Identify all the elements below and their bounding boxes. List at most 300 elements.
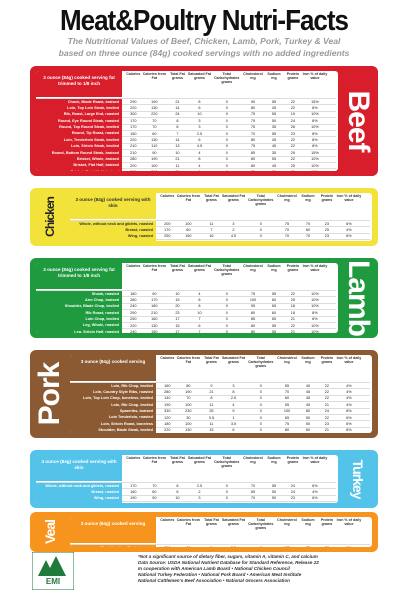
nutrient-value: 65: [271, 317, 277, 322]
column-header: Saturated Fat grams: [187, 264, 211, 273]
cut-name: [70, 240, 156, 241]
nutrient-value: 10%: [311, 291, 319, 296]
nutrient-value: 50: [271, 496, 277, 501]
nutrient-value: 130: [185, 428, 192, 433]
nutrient-value: 0: [225, 483, 228, 488]
nutrient-value: 10%: [311, 112, 319, 117]
column-header: Saturated Fat grams: [187, 456, 211, 465]
table-row: [36, 482, 336, 488]
nutrient-value: 0: [259, 383, 262, 388]
nutrient-value: 80: [250, 106, 256, 111]
nutrient-value: 19: [175, 298, 180, 303]
nutrient-value: 3.5: [230, 422, 237, 427]
cut-name: Round, Top Round Steak, broiled: [36, 124, 122, 130]
nutrient-value: 280: [130, 157, 137, 162]
cut-name: Loin, Country Style Ribs, roasted: [70, 389, 156, 395]
cut-name: Breast, roasted: [70, 227, 156, 233]
nutrient-value: 210: [130, 144, 137, 149]
nutrient-value: 130: [151, 138, 158, 143]
nutrient-value: 60: [152, 490, 157, 495]
cut-name: Round, Eye Round Steak, roasted: [36, 118, 122, 124]
table-row: [70, 382, 370, 388]
nutrient-value: 6: [198, 106, 201, 111]
nutrient-value: 210: [151, 310, 158, 315]
nutrient-value: 170: [130, 483, 137, 488]
nutrient-value: 90: [152, 496, 157, 501]
column-header: Protein grams: [286, 456, 300, 465]
column-header: Calories from Fat: [176, 518, 200, 527]
nutrient-value: 45: [271, 144, 277, 149]
nutrient-value: 60: [186, 228, 191, 233]
nutrient-value: 220: [130, 323, 137, 328]
nutrient-value: 100: [283, 409, 291, 414]
nutrient-value: 8%: [312, 317, 318, 322]
nutrient-value: 190: [185, 390, 192, 395]
beef-section-label: Beef: [342, 90, 375, 152]
nutrient-value: [202, 546, 221, 547]
table-row: [36, 303, 336, 309]
nutrient-value: 160: [151, 317, 158, 322]
nutrient-value: 220: [164, 428, 171, 433]
nutrient-value: 10: [175, 496, 180, 501]
nutrient-value: 14: [175, 106, 180, 111]
nutrient-value: 6%: [346, 415, 352, 420]
pork-section-label: Pork: [33, 362, 66, 426]
nutrient-value: 18: [290, 310, 295, 315]
nutrient-value: 220: [130, 138, 137, 143]
nutrient-value: 60: [271, 310, 277, 315]
column-header: Calories: [160, 518, 175, 522]
nutrient-value: 16: [209, 234, 214, 239]
cut-name: Round, Tip Roast, roasted: [36, 130, 122, 136]
table-row: [36, 501, 336, 503]
nutrient-value: [317, 546, 336, 547]
lamb-table: [36, 263, 338, 333]
nutrient-value: 45: [305, 402, 311, 407]
nutrient-value: 21: [290, 330, 295, 333]
nutrient-value: [187, 170, 212, 171]
nutrient-value: 0: [225, 157, 228, 162]
nutrient-value: 17: [175, 330, 180, 333]
nutrient-value: 22: [290, 138, 295, 143]
nutrient-value: 230: [185, 409, 192, 414]
footer-coop-3: National Cattlemen's Beef Association • National Grocers Association: [138, 578, 290, 583]
footer-note: *Not a significant source of dietary fiber, sugars, vitamin A, vitamin C, and calcium: [138, 554, 318, 559]
nutrient-value: 0: [259, 402, 262, 407]
nutrient-value: 9: [210, 383, 213, 388]
column-header: Protein grams: [320, 194, 334, 203]
nutrient-value: [241, 170, 264, 171]
cut-name: Loin Chop, broiled: [36, 316, 122, 322]
column-header: Iron % of daily value: [336, 194, 362, 203]
nutrient-value: 8%: [312, 310, 318, 315]
nutrient-value: 100: [151, 163, 158, 168]
nutrient-value: 75: [284, 422, 290, 427]
cut-name: Loin, Rib Chop, broiled: [70, 402, 156, 408]
cut-name: Loin, Rib Chop, broiled: [70, 383, 156, 389]
nutrient-value: 300: [130, 112, 137, 117]
nutrient-value: 45: [271, 106, 277, 111]
nutrient-value: 11: [175, 163, 180, 168]
nutrient-value: [175, 546, 202, 547]
column-header: Sodium mg: [301, 518, 315, 527]
nutrient-value: 8: [198, 298, 201, 303]
cut-name: [70, 545, 156, 548]
nutrient-value: 4: [198, 291, 201, 296]
cut-name: Loin, Sirloin Steak, broiled: [36, 143, 122, 149]
nutrient-value: 3: [198, 496, 201, 501]
pork-column-headers: [160, 356, 370, 369]
nutrient-value: 170: [151, 298, 158, 303]
poster-subtitle-line-1: The Nutritional Values of Beef, Chicken, Lamb, Pork, Turkey & Veal: [67, 36, 341, 46]
beef-serving-heading: 3 ounce (84g) cooked serving fat trimmed to 1/8 inch: [36, 71, 122, 97]
nutrient-value: 80: [284, 428, 290, 433]
nutrient-value: 0: [225, 490, 228, 495]
nutrient-value: 24: [290, 490, 295, 495]
nutrient-value: 190: [151, 99, 158, 104]
nutrient-value: 0: [259, 396, 262, 401]
table-row: [70, 544, 370, 547]
nutrient-value: 200: [164, 221, 171, 226]
nutrient-value: 0: [225, 112, 228, 117]
nutrient-value: 9: [232, 409, 235, 414]
nutrient-value: 4: [198, 150, 201, 155]
nutrient-value: 7: [176, 131, 179, 136]
table-row: [70, 427, 370, 433]
column-header: Saturated Fat grams: [221, 518, 245, 527]
nutrient-value: 4: [198, 163, 201, 168]
nutrient-value: 250: [130, 317, 137, 322]
nutrient-value: 6%: [312, 496, 318, 501]
cut-name: Loin, Sirloin Roast, boneless: [70, 421, 156, 427]
column-header: Calories: [160, 194, 175, 198]
nutrient-value: 21: [324, 402, 329, 407]
nutrient-value: 6: [176, 490, 179, 495]
nutrient-value: 55: [284, 383, 290, 388]
nutrient-value: 60: [305, 228, 311, 233]
table-row: [70, 233, 370, 239]
pork-rows: [70, 382, 370, 433]
nutrient-value: 150: [185, 234, 192, 239]
nutrient-value: 0: [225, 106, 228, 111]
nutrient-value: 8%: [312, 138, 318, 143]
lamb-serving-heading: 3 ounce (84g) cooked serving fat trimmed to 1/8 inch: [36, 263, 122, 289]
nutrient-value: 0: [259, 415, 262, 420]
nutrient-value: 10%: [311, 323, 319, 328]
nutrient-value: 85: [250, 317, 256, 322]
nutrient-value: 0: [225, 323, 228, 328]
nutrient-value: 140: [164, 396, 171, 401]
nutrient-value: 4.5: [230, 234, 237, 239]
nutrient-value: 50: [271, 118, 277, 123]
nutrient-value: 21: [175, 157, 180, 162]
nutrient-value: 21: [290, 317, 295, 322]
beef-table: [36, 71, 338, 171]
section-lamb: [30, 258, 378, 338]
nutrient-value: 0: [225, 304, 228, 309]
nutrient-value: 14: [175, 138, 180, 143]
nutrient-value: 35: [271, 125, 277, 130]
nutrient-value: 45: [271, 163, 277, 168]
nutrient-value: 0: [225, 138, 228, 143]
nutrient-value: 130: [151, 323, 158, 328]
nutrient-value: [141, 170, 168, 171]
veal-column-headers: [160, 518, 370, 531]
cut-name: Loin, Top Loin Steak, broiled: [36, 105, 122, 111]
nutrient-value: 3: [198, 125, 201, 130]
nutrient-value: 15: [209, 428, 214, 433]
cut-name: Shank, roasted: [36, 291, 122, 297]
nutrient-value: [168, 170, 187, 171]
nutrient-value: [246, 546, 275, 547]
nutrient-value: 0: [225, 291, 228, 296]
cut-name: Round, Bottom Round Steak, braised: [36, 150, 122, 156]
lamb-rows: [36, 290, 336, 333]
nutrient-value: 70: [305, 221, 311, 226]
nutrient-value: 55: [271, 99, 277, 104]
nutrient-value: 1: [232, 415, 235, 420]
table-row: [70, 395, 370, 401]
nutrient-value: 30: [186, 415, 191, 420]
nutrient-value: 10: [197, 112, 202, 117]
turkey-rows: [36, 482, 336, 503]
nutrient-value: 4%: [346, 402, 352, 407]
nutrient-value: 21: [175, 99, 180, 104]
nutrient-value: 0: [259, 428, 262, 433]
nutrient-value: 22: [290, 144, 295, 149]
nutrient-value: 3: [198, 118, 201, 123]
nutrient-value: 60: [284, 396, 290, 401]
nutrient-value: 4.5: [196, 144, 203, 149]
nutrient-value: 210: [130, 150, 137, 155]
nutrient-value: 120: [164, 415, 171, 420]
table-row: [36, 322, 336, 328]
nutrient-value: 80: [186, 383, 191, 388]
nutrient-value: 170: [130, 125, 137, 130]
nutrient-value: 8%: [346, 409, 352, 414]
table-row: [36, 117, 336, 123]
column-header: Calories from Fat: [176, 356, 200, 365]
chicken-rows: [70, 220, 370, 241]
column-header: Iron % of daily value: [302, 72, 328, 81]
nutrient-value: 45: [305, 396, 311, 401]
nutrient-value: 70: [186, 396, 191, 401]
nutrient-value: 4%: [346, 390, 352, 395]
column-header: Protein grams: [286, 264, 300, 273]
nutrient-value: 10%: [311, 298, 319, 303]
nutrient-value: 55: [271, 131, 277, 136]
nutrient-value: 330: [164, 409, 171, 414]
nutrient-value: 11: [209, 422, 214, 427]
column-header: Calories: [126, 264, 141, 268]
nutrient-value: 50: [305, 422, 311, 427]
nutrient-value: 55: [271, 483, 277, 488]
turkey-column-headers: [126, 456, 336, 469]
nutrient-value: 18: [290, 304, 295, 309]
nutrient-value: 7: [198, 317, 201, 322]
column-header: Iron % of daily value: [336, 518, 362, 527]
cut-name: Whole, without neck and giblets, roasted: [70, 221, 156, 227]
nutrient-value: [336, 546, 361, 547]
nutrient-value: 11: [209, 221, 214, 226]
nutrient-value: 10%: [311, 304, 319, 309]
column-header: Iron % of daily value: [336, 356, 362, 365]
column-header: Iron % of daily value: [302, 456, 328, 465]
column-header: Cholesterol mg: [277, 356, 297, 365]
nutrient-value: 23: [175, 310, 180, 315]
cut-name: Arm Chop, braised: [36, 297, 122, 303]
nutrient-value: 23: [324, 234, 329, 239]
table-row: [36, 124, 336, 130]
nutrient-value: 160: [130, 490, 137, 495]
nutrient-value: 0: [225, 310, 228, 315]
nutrient-value: 10: [175, 291, 180, 296]
nutrient-value: 8: [176, 118, 179, 123]
nutrient-value: 4%: [346, 228, 352, 233]
nutrient-value: 24: [324, 409, 329, 414]
turkey-table: [36, 455, 338, 503]
table-row: [70, 414, 370, 420]
cut-name: Shoulder, Blade Steak, broiled: [70, 427, 156, 433]
nutrient-value: 0: [259, 409, 262, 414]
nutrient-value: 4%: [346, 396, 352, 401]
nutrient-value: 3: [232, 221, 235, 226]
nutrient-value: 80: [250, 138, 256, 143]
column-header: Cholesterol mg: [243, 72, 263, 81]
nutrient-value: 0: [225, 131, 228, 136]
nutrient-value: 190: [151, 157, 158, 162]
veal-serving-heading: 3 ounce (84g) cooked serving: [70, 517, 156, 543]
cut-name: Leg, Sirloin Half, roasted: [36, 329, 122, 333]
footer-coop-1: In cooperation with American Lamb Board • National Chicken Council: [138, 566, 290, 571]
nutrient-value: 95: [250, 304, 256, 309]
nutrient-value: 55: [271, 330, 277, 333]
nutrient-value: 7: [210, 228, 213, 233]
table-row: [36, 309, 336, 315]
nutrient-value: 70: [152, 125, 157, 130]
table-row: [36, 162, 336, 168]
cut-name: [36, 169, 122, 171]
nutrient-value: 80: [250, 310, 256, 315]
nutrient-value: 8%: [312, 144, 318, 149]
nutrient-value: 60: [305, 428, 311, 433]
nutrient-value: 26: [290, 125, 295, 130]
table-row: [70, 420, 370, 426]
nutrient-value: 65: [284, 415, 290, 420]
nutrient-value: 6%: [346, 221, 352, 226]
nutrient-value: 25: [290, 298, 295, 303]
nutrient-value: 60: [152, 131, 157, 136]
nutrient-value: 7: [198, 330, 201, 333]
cut-name: Shoulder, Blade Chop, broiled: [36, 303, 122, 309]
column-header: Calories from Fat: [176, 194, 200, 203]
nutrient-value: 6: [232, 428, 235, 433]
column-header: Calories: [126, 456, 141, 460]
veal-section-label: Veal: [42, 519, 58, 545]
nutrient-value: 290: [130, 99, 137, 104]
nutrient-value: 90: [250, 99, 256, 104]
nutrient-value: 22: [290, 106, 295, 111]
nutrient-value: 45: [271, 138, 277, 143]
column-header: Total Carbohydrates grams: [214, 264, 240, 277]
column-header: Cholesterol mg: [243, 456, 263, 465]
nutrient-value: 15: [175, 323, 180, 328]
nutrient-value: 8%: [312, 106, 318, 111]
nutrient-value: 70: [284, 228, 290, 233]
veal-rows: [70, 544, 370, 547]
column-header: Saturated Fat grams: [221, 356, 245, 365]
table-row: [70, 226, 370, 232]
nutrient-value: 55: [271, 157, 277, 162]
emi-logo-icon: [32, 552, 74, 590]
nutrient-value: 70: [250, 496, 256, 501]
column-header: Sodium mg: [267, 72, 281, 81]
nutrient-value: 21: [209, 390, 214, 395]
nutrient-value: 280: [164, 390, 171, 395]
nutrient-value: 180: [130, 291, 137, 296]
nutrient-value: 23: [324, 221, 329, 226]
nutrient-value: 100: [185, 221, 192, 226]
column-header: Calories from Fat: [142, 456, 166, 465]
nutrient-value: 180: [164, 422, 171, 427]
chicken-section-label: Chicken: [43, 197, 57, 237]
nutrient-value: 10%: [311, 157, 319, 162]
table-row: [36, 290, 336, 296]
nutrient-value: 40: [305, 383, 311, 388]
nutrient-value: 10%: [311, 125, 319, 130]
nutrient-value: 150: [151, 330, 158, 333]
nutrient-value: 2.5: [196, 483, 203, 488]
nutrient-value: 8%: [346, 428, 352, 433]
nutrient-value: [212, 170, 241, 171]
nutrient-value: 50: [305, 415, 311, 420]
table-row: [36, 130, 336, 136]
nutrient-value: 24: [290, 118, 295, 123]
section-beef: [30, 66, 378, 176]
nutrient-value: 70: [250, 483, 256, 488]
column-header: Protein grams: [320, 356, 334, 365]
cut-name: Wing, roasted: [70, 233, 156, 239]
nutrient-value: 150: [130, 131, 137, 136]
nutrient-value: 6: [198, 323, 201, 328]
column-header: Total Fat grams: [170, 72, 185, 81]
column-header: Protein grams: [320, 518, 334, 527]
nutrient-value: 8%: [312, 131, 318, 136]
nutrient-value: 65: [250, 490, 256, 495]
poster-title: Meat&Poultry Nutri-Facts: [59, 3, 349, 37]
turkey-serving-heading: 3 ounce (84g) cooked serving with skin: [36, 455, 122, 481]
column-header: Sodium mg: [301, 194, 315, 203]
column-header: Total Fat grams: [204, 194, 219, 203]
table-row: [70, 220, 370, 226]
column-header: Saturated Fat grams: [221, 194, 245, 203]
nutrient-value: [265, 170, 284, 171]
nutrient-value: 8: [176, 483, 179, 488]
column-header: Sodium mg: [267, 456, 281, 465]
nutrient-value: 22: [324, 396, 329, 401]
nutrient-value: 8: [232, 390, 235, 395]
nutrient-value: 100: [249, 298, 257, 303]
nutrient-value: 160: [164, 383, 171, 388]
cut-name: Brisket, Whole, braised: [36, 156, 122, 162]
table-row: [36, 328, 336, 333]
nutrient-value: 8: [176, 125, 179, 130]
nutrient-value: 2.5: [196, 131, 203, 136]
chicken-table: [70, 193, 372, 241]
nutrient-value: 8: [198, 304, 201, 309]
nutrient-value: 11: [209, 402, 214, 407]
nutrient-value: 200: [130, 163, 137, 168]
